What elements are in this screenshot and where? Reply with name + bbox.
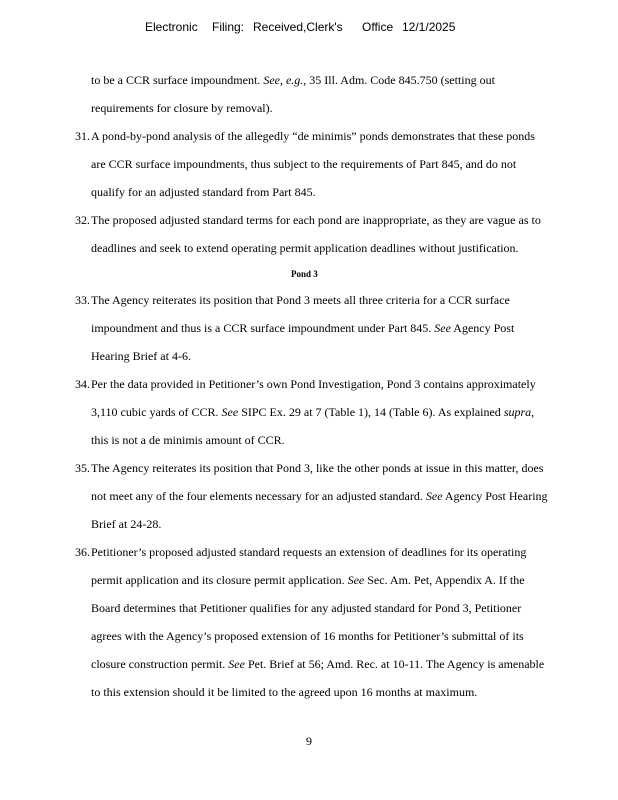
paragraph-33: 33.The Agency reiterates its position that Pond 3 meets all three criteria for a CCR surface: [75, 293, 510, 307]
paragraph-31: 31.A pond-by-pond analysis of the allegedly “de minimis” ponds demonstrates that these ponds: [75, 129, 535, 143]
paragraph-32: 32.The proposed adjusted standard terms for each pond are inappropriate, as they are vague as to: [75, 213, 541, 227]
paragraph-36: 36.Petitioner’s proposed adjusted standard requests an extension of deadlines for its operating: [75, 545, 527, 559]
body-line: to be a CCR surface impoundment. See, e.g., 35 Ill. Adm. Code 845.750 (setting out: [91, 73, 495, 87]
header-received: Received,Clerk's: [253, 20, 343, 34]
page-number: 9: [306, 734, 312, 748]
body-line: to this extension should it be limited to the agreed upon 16 months at maximum.: [91, 685, 478, 699]
body-line: impoundment and thus is a CCR surface impoundment under Part 845. See Agency Post: [91, 321, 515, 335]
header-filing: Filing:: [212, 20, 245, 34]
body-line: Hearing Brief at 4-6.: [91, 349, 191, 363]
body-line: requirements for closure by removal).: [91, 101, 273, 115]
header-electronic: Electronic: [145, 20, 198, 34]
body-line: permit application and its closure permit application. See Sec. Am. Pet, Appendix A. If the: [91, 573, 525, 587]
header-office: Office: [362, 20, 394, 34]
body-line: Board determines that Petitioner qualifies for any adjusted standard for Pond 3, Petitioner: [91, 601, 522, 615]
paragraph-35: 35.The Agency reiterates its position that Pond 3, like the other ponds at issue in this matter, does: [75, 461, 544, 475]
body-line: qualify for an adjusted standard from Part 845.: [91, 185, 316, 199]
paragraph-34: 34.Per the data provided in Petitioner’s own Pond Investigation, Pond 3 contains approximately: [75, 377, 536, 391]
body-line: 3,110 cubic yards of CCR. See SIPC Ex. 29 at 7 (Table 1), 14 (Table 6). As explained supra,: [91, 405, 535, 419]
body-line: this is not a de minimis amount of CCR.: [91, 433, 285, 447]
section-heading-pond-3: Pond 3: [291, 269, 318, 279]
body-line: are CCR surface impoundments, thus subject to the requirements of Part 845, and do not: [91, 157, 517, 171]
body-line: Brief at 24-28.: [91, 517, 162, 531]
body-line: closure construction permit. See Pet. Brief at 56; Amd. Rec. at 10-11. The Agency is amenable: [91, 657, 545, 671]
header-date: 12/1/2025: [402, 20, 456, 34]
body-line: not meet any of the four elements necessary for an adjusted standard. See Agency Post Hearing: [91, 489, 548, 503]
body-line: deadlines and seek to extend operating permit application deadlines without justification.: [91, 241, 519, 255]
body-line: agrees with the Agency’s proposed extension of 16 months for Petitioner’s submittal of its: [91, 629, 524, 643]
